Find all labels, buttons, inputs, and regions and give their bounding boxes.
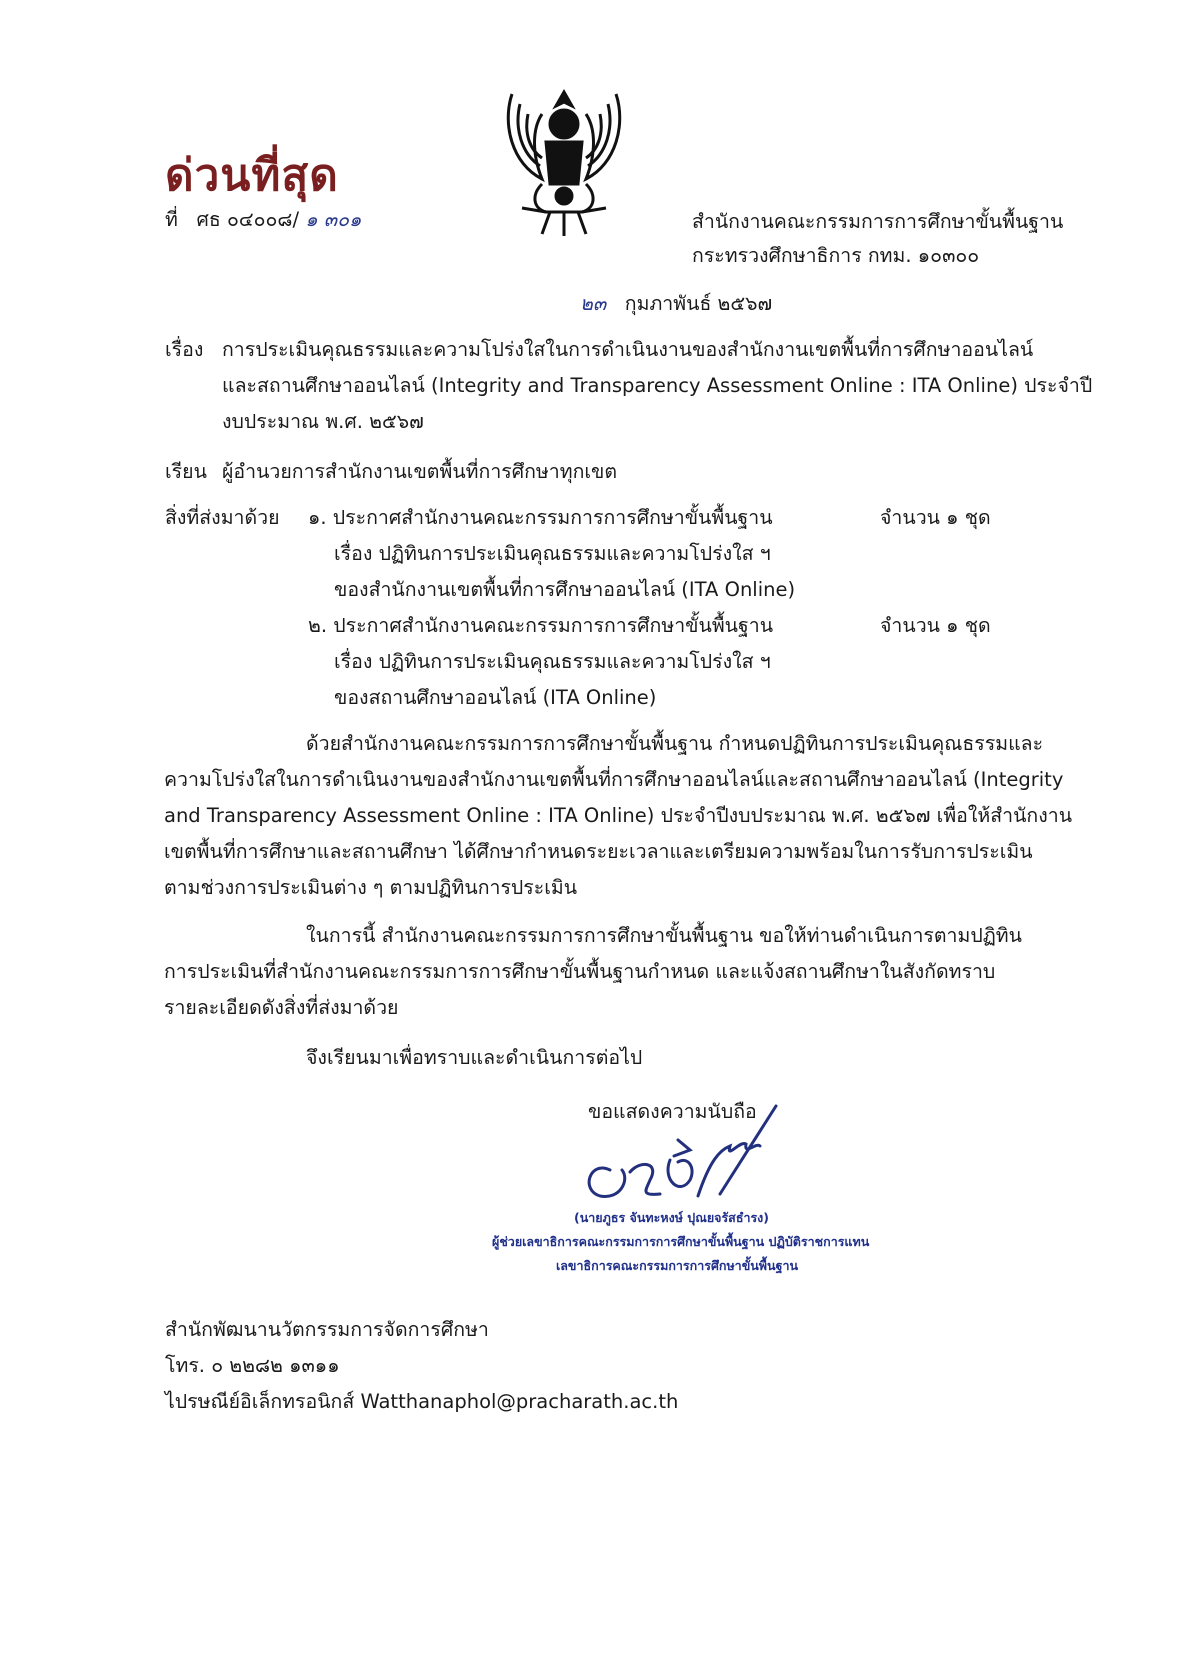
closing-request: จึงเรียนมาเพื่อทราบและดำเนินการต่อไป: [306, 1046, 643, 1069]
attachment-line: เรื่อง ปฏิทินการประเมินคุณธรรมและความโปร่งใส ฯ: [334, 542, 771, 565]
contact-email: ไปรษณีย์อิเล็กทรอนิกส์ Watthanaphol@pracharath.ac.th: [165, 1390, 679, 1413]
subject-line: การประเมินคุณธรรมและความโปร่งใสในการดำเนินงานของสำนักงานเขตพื้นที่การศึกษาออนไลน์: [222, 338, 1034, 361]
date-day-handwritten: ๒๓: [580, 292, 607, 315]
issuing-agency: สำนักงานคณะกรรมการการศึกษาขั้นพื้นฐาน: [692, 210, 1064, 233]
signatory-name: (นายภูธร จันทะหงษ์ ปุณยจรัสธำรง): [574, 1210, 769, 1225]
contact-office: สำนักพัฒนานวัตกรรมการจัดการศึกษา: [165, 1318, 489, 1341]
body-paragraph-2: [164, 918, 1072, 1026]
urgent-stamp: ด่วนที่สุด: [165, 150, 339, 201]
reference-number: [165, 204, 361, 235]
attachment-line: เรื่อง ปฏิทินการประเมินคุณธรรมและความโปร่งใส ฯ: [334, 650, 771, 673]
attachment-quantity: จำนวน ๑ ชุด: [880, 614, 991, 637]
date-month-year: กุมภาพันธ์ ๒๕๖๗: [624, 292, 773, 315]
paragraph-line: ด้วยสำนักงานคณะกรรมการการศึกษาขั้นพื้นฐาน กำหนดปฏิทินการประเมินคุณธรรมและ: [306, 732, 1044, 755]
paragraph-line: การประเมินที่สำนักงานคณะกรรมการการศึกษาขั้นพื้นฐานกำหนด และแจ้งสถานศึกษาในสังกัดทราบ: [164, 960, 996, 983]
paragraph-line: เขตพื้นที่การศึกษาและสถานศึกษา ได้ศึกษากำหนดระยะเวลาและเตรียมความพร้อมในการรับการประเมิน: [164, 840, 1033, 863]
attachments-label: สิ่งที่ส่งมาด้วย: [165, 506, 280, 529]
attachment-line: ๑. ประกาศสำนักงานคณะกรรมการการศึกษาขั้นพื้นฐาน: [308, 506, 773, 529]
garuda-emblem-icon: [502, 84, 626, 238]
paragraph-line: ความโปร่งใสในการดำเนินงานของสำนักงานเขตพื้นที่การศึกษาออนไลน์และสถานศึกษาออนไลน์ (Integrity: [164, 768, 1064, 791]
reference-label: ที่: [165, 208, 178, 231]
complimentary-close: ขอแสดงความนับถือ: [588, 1100, 757, 1123]
body-paragraph-1: [164, 726, 1072, 906]
recipient-label: เรียน: [165, 460, 207, 483]
document-date: [580, 288, 772, 319]
contact-phone: โทร. ๐ ๒๒๘๒ ๑๓๑๑: [165, 1354, 340, 1377]
reference-handwritten: ๑ ๓๐๑: [305, 208, 362, 231]
handwritten-signature-icon: [570, 1100, 790, 1210]
attachment-quantity: จำนวน ๑ ชุด: [880, 506, 991, 529]
signatory-position: เลขาธิการคณะกรรมการการศึกษาขั้นพื้นฐาน: [556, 1258, 799, 1273]
signatory-position: ผู้ช่วยเลขาธิการคณะกรรมการการศึกษาขั้นพื้นฐาน ปฏิบัติราชการแทน: [492, 1234, 870, 1249]
paragraph-line: รายละเอียดดังสิ่งที่ส่งมาด้วย: [164, 996, 399, 1019]
subject-label: เรื่อง: [165, 338, 204, 361]
recipient: ผู้อำนวยการสำนักงานเขตพื้นที่การศึกษาทุกเขต: [222, 460, 618, 483]
paragraph-line: and Transparency Assessment Online : ITA Online) ประจำปีงบประมาณ พ.ศ. ๒๕๖๗ เพื่อให้สำนักงาน: [164, 804, 1073, 827]
attachment-line: ของสำนักงานเขตพื้นที่การศึกษาออนไลน์ (ITA Online): [334, 578, 796, 601]
agency-address: กระทรวงศึกษาธิการ กทม. ๑๐๓๐๐: [692, 244, 980, 267]
reference-code: ศธ ๐๔๐๐๘/: [196, 208, 300, 231]
attachment-line: ๒. ประกาศสำนักงานคณะกรรมการการศึกษาขั้นพื้นฐาน: [308, 614, 774, 637]
subject-line: และสถานศึกษาออนไลน์ (Integrity and Transparency Assessment Online : ITA Online) ประจำปี: [222, 374, 1093, 397]
paragraph-line: ตามช่วงการประเมินต่าง ๆ ตามปฏิทินการประเมิน: [164, 876, 578, 899]
attachment-line: ของสถานศึกษาออนไลน์ (ITA Online): [334, 686, 657, 709]
paragraph-line: ในการนี้ สำนักงานคณะกรรมการการศึกษาขั้นพื้นฐาน ขอให้ท่านดำเนินการตามปฏิทิน: [306, 924, 1022, 947]
subject-line: งบประมาณ พ.ศ. ๒๕๖๗: [222, 410, 424, 433]
